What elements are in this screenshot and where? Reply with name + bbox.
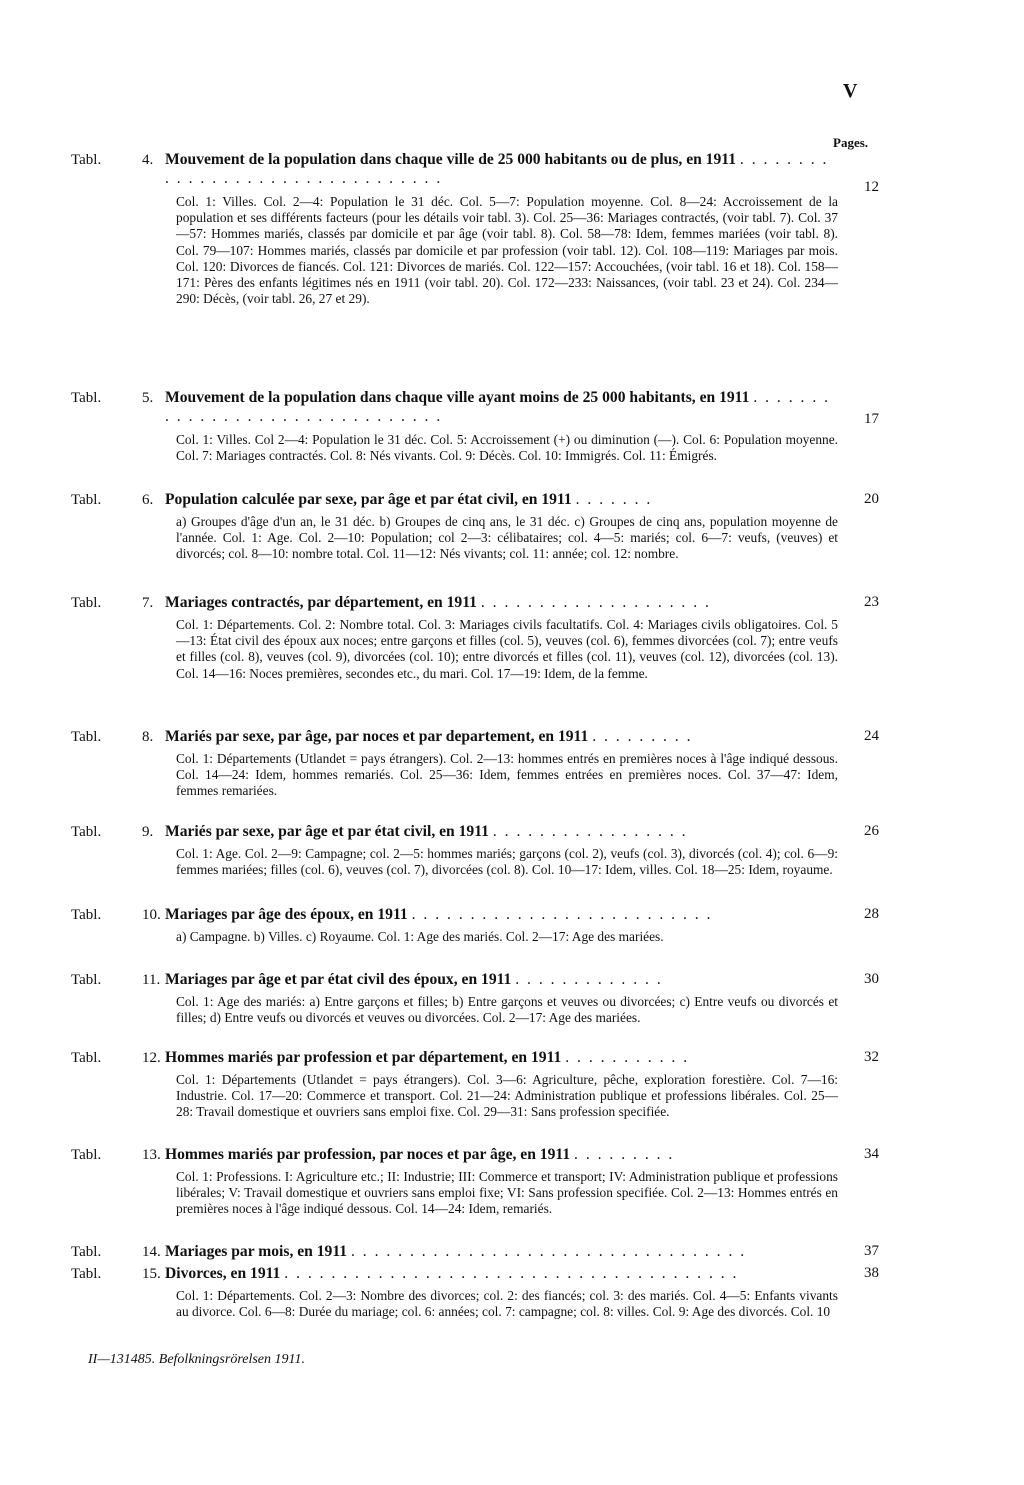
entry-title: Population calculée par sexe, par âge et par état civil, en 1911 . . . . . . . [165,491,653,508]
entry-title: Mariages contractés, par département, en 1911 . . . . . . . . . . . . . . . . . . . . [165,594,711,611]
entry-page: 26 [864,823,879,839]
entry-page: 38 [864,1265,879,1281]
tabl-number: 14. [142,1244,161,1260]
tabl-label: Tabl. [71,1050,102,1066]
entry-page: 12 [864,179,879,195]
entry-description: Col. 1: Départements. Col. 2—3: Nombre des divorces; col. 2: des fiancés; col. 3: des mariés. Col. 4—5: Enfants vivants au divorce. Col. 6—8: Durée du mariage; col. 6: années; col. 7: campagne; col. 8: villes. Col. 9: Age des divorcés. Col. 10 [176,1288,838,1320]
tabl-number: 15. [142,1266,161,1282]
entry-title: Divorces, en 1911 . . . . . . . . . . . . . . . . . . . . . . . . . . . . . . . . . . . . . . . [165,1265,739,1282]
entry-title: Hommes mariés par profession, par noces et par âge, en 1911 . . . . . . . . . [165,1146,675,1163]
entry-title: Mouvement de la population dans chaque ville de 25 000 habitants ou de plus, en 1911 . . . . . . . . . . . . . . . . . . . . . . . . . . . . . . . . [165,151,829,187]
entry-title: Hommes mariés par profession et par département, en 1911 . . . . . . . . . . . [165,1049,690,1066]
tabl-number: 7. [142,595,154,611]
tabl-number: 8. [142,729,154,745]
entry-title: Mouvement de la population dans chaque ville ayant moins de 25 000 habitants, en 1911 . . . . . . . . . . . . . . . . . . . . . . . . . . . . . . . [165,389,831,425]
entry-description: Col. 1: Villes. Col. 2—4: Population le 31 déc. Col. 5—7: Population moyenne. Col. 8—24: Accroissement de la population et ses différents facteurs (pour les détails voir tabl. 3). Col. 25—36: Mariages contractés, (voir tabl. 7). Col. 37—57: Hommes mariés, classés par domicile et par âge (voir tabl. 8). Col. 58—78: Idem, femmes mariées (voir tabl. 8). Col. 79—107: Hommes mariés, classés par domicile et par profession (voir tabl. 12). Col. 108—119: Mariages par mois. Col. 120: Divorces de fiancés. Col. 121: Divorces de mariés. Col. 122—157: Accouchées, (voir tabl. 16 et 18). Col. 158—171: Pères des enfants légitimes nés en 1911 (voir tabl. 20). Col. 172—233: Naissances, (voir tabl. 23 et 24). Col. 234—290: Décès, (voir tabl. 26, 27 et 29). [176,194,838,307]
tabl-label: Tabl. [71,824,102,840]
entry-title: Mariages par âge et par état civil des époux, en 1911 . . . . . . . . . . . . . [165,971,663,988]
tabl-number: 9. [142,824,154,840]
entry-page: 30 [864,971,879,987]
entry-description: Col. 1: Age. Col. 2—9: Campagne; col. 2—5: hommes mariés; garçons (col. 2), veufs (col. 3), divorcés (col. 4); col. 6—9: femmes mariées; filles (col. 6), veuves (col. 7), divorcées (col. 8). Col. 10—17: Idem, villes. Col. 18—25: Idem, royaume. [176,846,838,878]
entry-description: a) Groupes d'âge d'un an, le 31 déc. b) Groupes de cinq ans, le 31 déc. c) Groupes de cinq ans, population moyenne de l'année. Col. 1: Age. Col. 2—10: Population; col 2—3: célibataires; col. 4—5: mariés; col. 6—7: veufs, (veuves) et divorcés; col. 8—10: nombre total. Col. 11—12: Nés vivants; col. 11: année; col. 12: nombre. [176,514,838,562]
entry-description: Col. 1: Départements (Utlandet = pays étrangers). Col. 2—13: hommes entrés en premières noces à l'âge indiqué dessous. Col. 14—24: Idem, hommes remariés. Col. 25—36: Idem, femmes entrées en premières noces. Col. 37—47: Idem, femmes remariées. [176,751,838,799]
entry-description: a) Campagne. b) Villes. c) Royaume. Col. 1: Age des mariés. Col. 2—17: Age des mariées. [176,929,664,944]
entry-page: 32 [864,1049,879,1065]
tabl-number: 13. [142,1147,161,1163]
tabl-label: Tabl. [71,972,102,988]
tabl-label: Tabl. [71,492,102,508]
entry-page: 34 [864,1146,879,1162]
entry-page: 37 [864,1243,879,1259]
tabl-label: Tabl. [71,1147,102,1163]
tabl-label: Tabl. [71,1266,102,1282]
entry-description: Col. 1: Villes. Col 2—4: Population le 31 déc. Col. 5: Accroissement (+) ou diminution (—). Col. 6: Population moyenne. Col. 7: Mariages contractés. Col. 8: Nés vivants. Col. 9: Décès. Col. 10: Immigrés. Col. 11: Émigrés. [176,432,838,464]
tabl-label: Tabl. [71,595,102,611]
tabl-number: 11. [142,972,161,988]
entry-page: 23 [864,594,879,610]
entry-title: Mariés par sexe, par âge et par état civil, en 1911 . . . . . . . . . . . . . . . . . [165,823,688,840]
entry-title: Mariages par âge des époux, en 1911 . . . . . . . . . . . . . . . . . . . . . . . . . . [165,906,713,923]
tabl-label: Tabl. [71,729,102,745]
entry-description: Col. 1: Départements. Col. 2: Nombre total. Col. 3: Mariages civils facultatifs. Col. 4: Mariages civils obligatoires. Col. 5—13: État civil des époux aux noces; entre garçons et filles (col. 5), veuves (col. 6), femmes divorcées (col. 7); entre veufs et filles (col. 8), veuves (col. 9), divorcées (col. 10); entre divorcés et filles (col. 11), veuves (col. 12), divorcées (col. 13). Col. 14—16: Noces premières, secondes etc., du mari. Col. 17—19: Idem, de la femme. [176,617,838,681]
entry-title: Mariages par mois, en 1911 . . . . . . . . . . . . . . . . . . . . . . . . . . . . . . . . . . [165,1243,747,1260]
entry-description: Col. 1: Age des mariés: a) Entre garçons et filles; b) Entre garçons et veuves ou divorcées; c) Entre veufs ou divorcés et filles; d) Entre veufs ou divorcés et veuves ou divorcées. Col. 2—17: Age des mariées. [176,994,838,1026]
tabl-label: Tabl. [71,1244,102,1260]
entry-page: 17 [864,411,879,427]
entry-page: 20 [864,491,879,507]
tabl-number: 4. [142,152,154,168]
tabl-number: 10. [142,907,161,923]
tabl-label: Tabl. [71,907,102,923]
entry-page: 24 [864,728,879,744]
entry-page: 28 [864,906,879,922]
entry-description: Col. 1: Professions. I: Agriculture etc.; II: Industrie; III: Commerce et transport; IV: Administration publique et professions libérales; V: Travail domestique et ouvriers sans emploi fixe; VI: Sans profession specifiée. Col. 2—13: Hommes entrés en premières noces à l'âge indiqué dessous. Col. 14—24: Idem, remariés. [176,1169,838,1217]
entry-title: Mariés par sexe, par âge, par noces et par departement, en 1911 . . . . . . . . . [165,728,693,745]
entry-description: Col. 1: Départements (Utlandet = pays étrangers). Col. 3—6: Agriculture, pêche, exploration forestière. Col. 7—16: Industrie. Col. 17—20: Commerce et transport. Col. 21—24: Administration publique et professions libérales. Col. 25—28: Travail domestique et ouvriers sans emploi fixe. Col. 29—31: Sans profession specifiée. [176,1072,838,1120]
tabl-number: 5. [142,390,154,406]
tabl-number: 12. [142,1050,161,1066]
tabl-number: 6. [142,492,154,508]
page-number: V [843,80,858,102]
tabl-label: Tabl. [71,152,102,168]
print-footer: II—131485. Befolkningsrörelsen 1911. [88,1352,305,1367]
tabl-label: Tabl. [71,390,102,406]
pages-column-header: Pages. [833,135,869,150]
